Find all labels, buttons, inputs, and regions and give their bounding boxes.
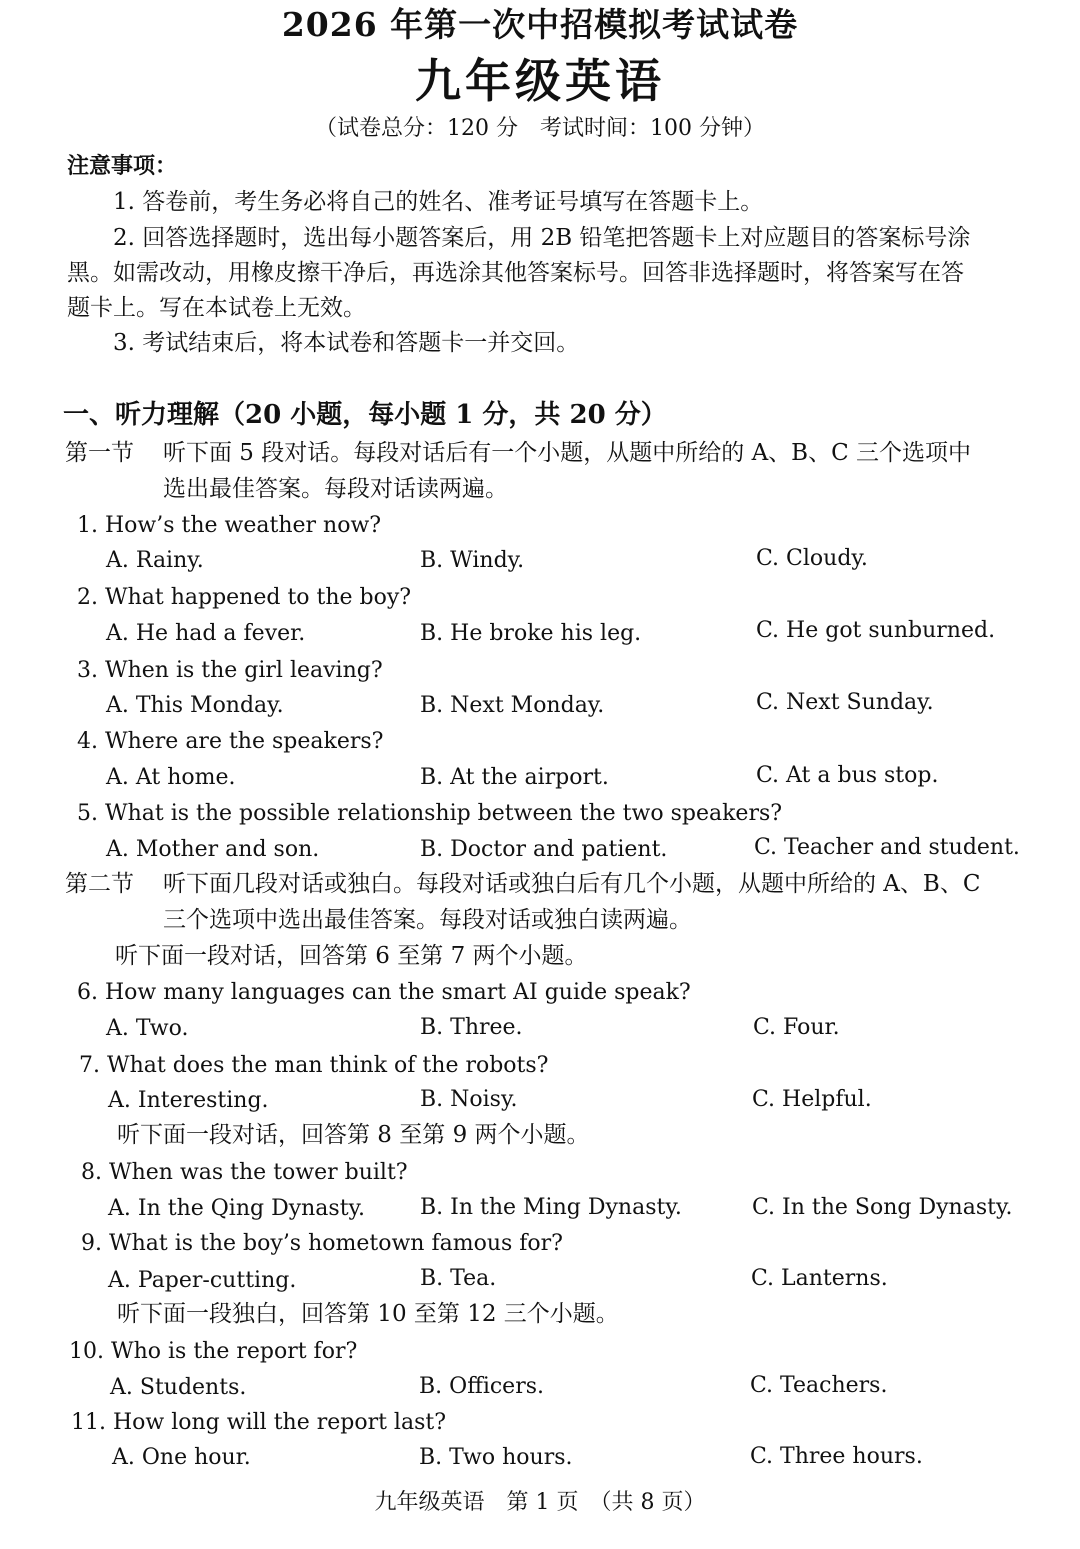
- question-7-option-a: A. Interesting.: [108, 1088, 269, 1113]
- question-6: 6. How many languages can the smart AI guide speak?: [77, 980, 691, 1005]
- listening-instruction-10-12: 听下面一段独白，回答第 10 至第 12 三个小题。: [117, 1301, 619, 1327]
- question-3-option-c: C. Next Sunday.: [756, 690, 934, 715]
- question-8-option-c: C. In the Song Dynasty.: [752, 1195, 1013, 1220]
- question-10-option-b: B. Officers.: [419, 1374, 544, 1399]
- question-10-option-a: A. Students.: [110, 1375, 247, 1400]
- part-2-label: 第二节: [65, 871, 134, 897]
- question-5-option-c: C. Teacher and student.: [754, 835, 1020, 860]
- part-1-instructions-line-1: 听下面 5 段对话。每段对话后有一个小题，从题中所给的 A、B、C 三个选项中: [163, 440, 971, 466]
- question-11: 11. How long will the report last?: [71, 1410, 447, 1435]
- question-7: 7. What does the man think of the robots?: [79, 1053, 549, 1078]
- question-11-option-c: C. Three hours.: [750, 1444, 923, 1469]
- question-8: 8. When was the tower built?: [81, 1160, 408, 1185]
- question-8-option-a: A. In the Qing Dynasty.: [108, 1196, 366, 1221]
- question-9-option-a: A. Paper-cutting.: [108, 1268, 297, 1293]
- notice-heading: 注意事项：: [67, 153, 178, 179]
- question-8-option-b: B. In the Ming Dynasty.: [420, 1195, 682, 1220]
- question-7-option-b: B. Noisy.: [420, 1087, 518, 1112]
- question-3-option-a: A. This Monday.: [106, 693, 284, 718]
- question-1-option-a: A. Rainy.: [106, 548, 204, 573]
- question-7-option-c: C. Helpful.: [752, 1087, 872, 1112]
- question-2: 2. What happened to the boy?: [77, 585, 412, 610]
- part-2-instructions-line-2: 三个选项中选出最佳答案。每段对话或独白读两遍。: [163, 907, 692, 933]
- exam-info: （试卷总分：120 分 考试时间：100 分钟）: [315, 116, 765, 141]
- notice-item-1: 1. 答卷前，考生务必将自己的姓名、准考证号填写在答题卡上。: [113, 189, 764, 215]
- question-4: 4. Where are the speakers?: [77, 729, 384, 754]
- question-1: 1. How’s the weather now?: [77, 513, 382, 538]
- listening-instruction-6-7: 听下面一段对话，回答第 6 至第 7 两个小题。: [115, 943, 588, 969]
- question-5-option-a: A. Mother and son.: [106, 837, 320, 862]
- question-6-option-c: C. Four.: [753, 1015, 840, 1040]
- subject-title: 九年级英语: [415, 54, 665, 108]
- notice-item-3: 3. 考试结束后，将本试卷和答题卡一并交回。: [113, 330, 580, 356]
- question-2-option-b: B. He broke his leg.: [420, 621, 642, 646]
- notice-item-2-line-2: 黑。如需改动，用橡皮擦干净后，再选涂其他答案标号。回答非选择题时，将答案写在答: [67, 260, 964, 286]
- question-6-option-b: B. Three.: [420, 1015, 523, 1040]
- question-6-option-a: A. Two.: [106, 1016, 189, 1041]
- question-10-option-c: C. Teachers.: [750, 1373, 888, 1398]
- question-10: 10. Who is the report for?: [69, 1339, 358, 1364]
- question-2-option-a: A. He had a fever.: [106, 621, 306, 646]
- question-5: 5. What is the possible relationship between the two speakers?: [77, 801, 783, 826]
- page-footer: 九年级英语 第 1 页 （共 8 页）: [374, 1490, 706, 1515]
- notice-item-2-line-3: 题卡上。写在本试卷上无效。: [67, 295, 366, 321]
- part-1-label: 第一节: [65, 440, 134, 466]
- notice-item-2-line-1: 2. 回答选择题时，选出每小题答案后，用 2B 铅笔把答题卡上对应题目的答案标号涂: [113, 225, 971, 251]
- question-11-option-a: A. One hour.: [112, 1445, 251, 1470]
- question-4-option-c: C. At a bus stop.: [756, 763, 939, 788]
- question-3: 3. When is the girl leaving?: [77, 658, 383, 683]
- question-4-option-b: B. At the airport.: [420, 765, 609, 790]
- question-1-option-c: C. Cloudy.: [756, 546, 868, 571]
- question-1-option-b: B. Windy.: [420, 548, 525, 573]
- part-1-instructions-line-2: 选出最佳答案。每段对话读两遍。: [163, 476, 508, 502]
- question-11-option-b: B. Two hours.: [419, 1445, 573, 1470]
- question-5-option-b: B. Doctor and patient.: [420, 837, 668, 862]
- section-1-title: 一、听力理解（20 小题，每小题 1 分，共 20 分）: [63, 400, 667, 430]
- exam-title: 2026 年第一次中招模拟考试试卷: [281, 5, 799, 44]
- question-9-option-c: C. Lanterns.: [751, 1266, 888, 1291]
- part-2-instructions-line-1: 听下面几段对话或独白。每段对话或独白后有几个小题，从题中所给的 A、B、C: [163, 871, 981, 897]
- question-9-option-b: B. Tea.: [420, 1266, 497, 1291]
- question-4-option-a: A. At home.: [106, 765, 236, 790]
- question-9: 9. What is the boy’s hometown famous for?: [81, 1231, 563, 1256]
- question-3-option-b: B. Next Monday.: [420, 693, 605, 718]
- question-2-option-c: C. He got sunburned.: [756, 618, 996, 643]
- listening-instruction-8-9: 听下面一段对话，回答第 8 至第 9 两个小题。: [117, 1122, 590, 1148]
